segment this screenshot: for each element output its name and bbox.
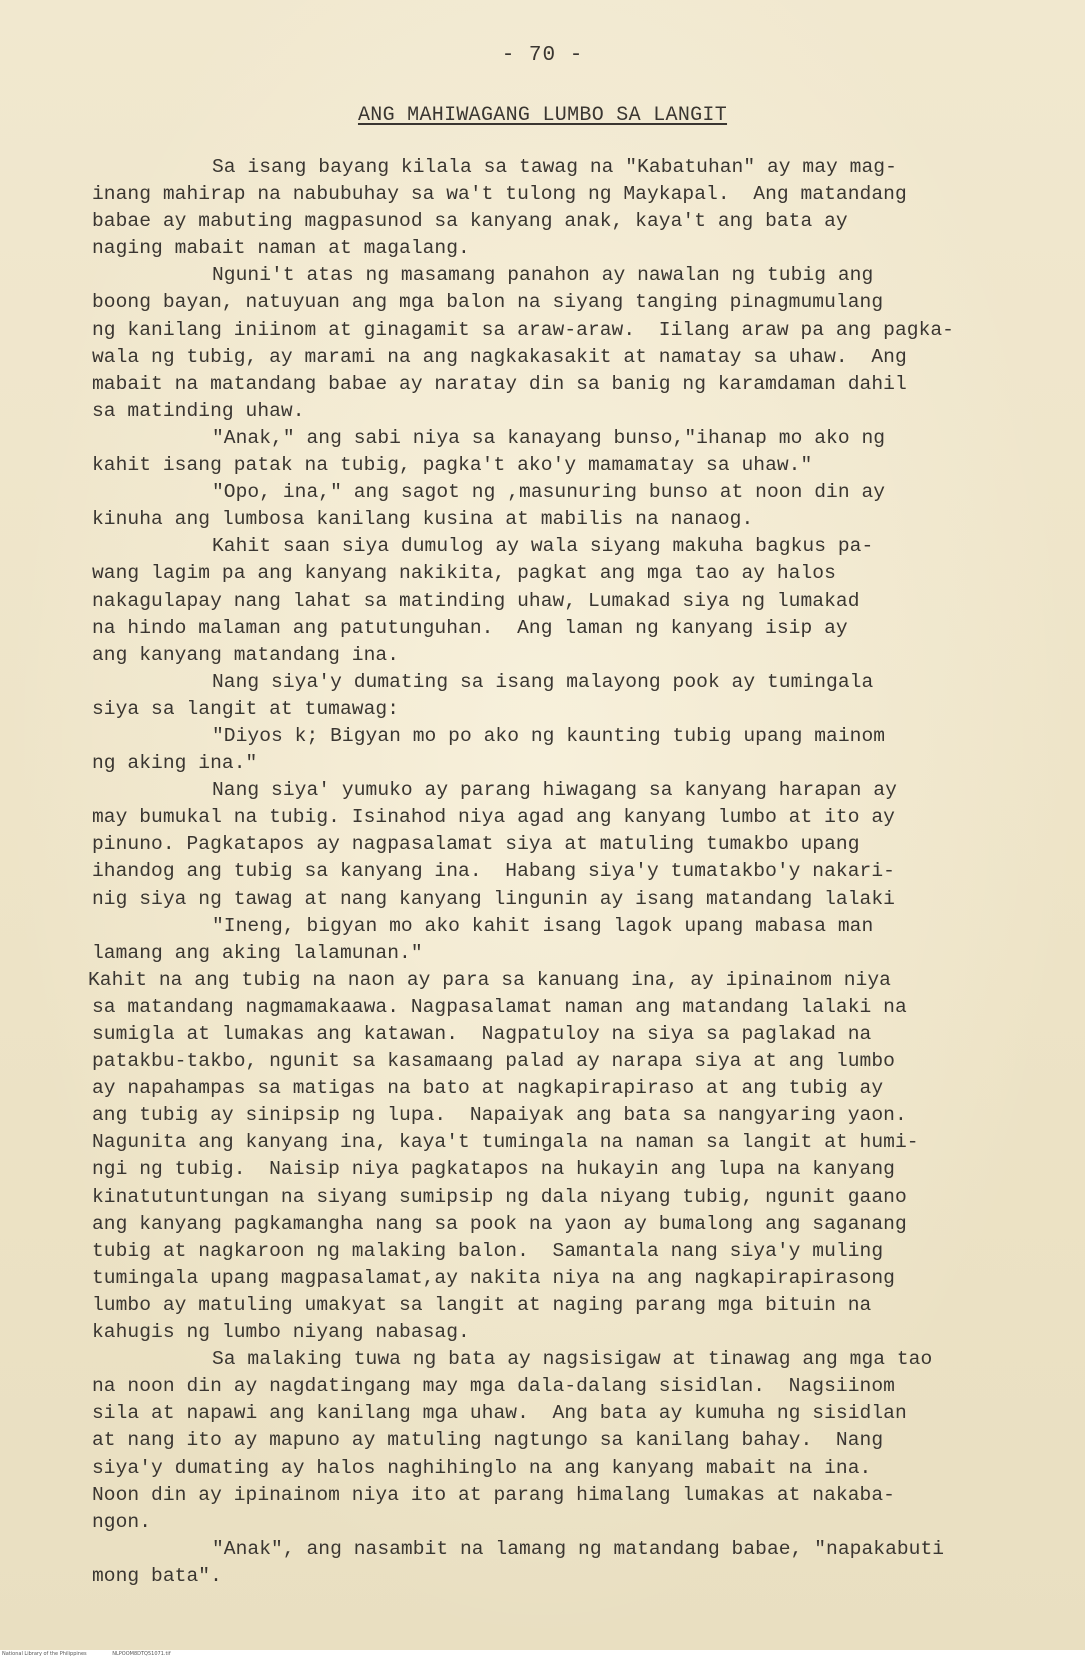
text-line: sa matandang nagmamakaawa. Nagpasalamat naman ang matandang lalaki na <box>92 995 907 1018</box>
text-line: sumigla at lumakas ang katawan. Nagpatuloy na siya sa paglakad na <box>92 1023 872 1045</box>
text-line: "Opo, ina," ang sagot ng ,masunuring bunso at noon din ay <box>212 481 886 504</box>
text-line: wang lagim pa ang kanyang nakikita, pagkat ang mga tao ay halos <box>92 562 836 585</box>
text-line: Sa malaking tuwa ng bata ay nagsisigaw at tinawag ang mga tao <box>212 1348 933 1371</box>
text-line: nakagulapay nang lahat sa matinding uhaw, Lumakad siya ng lumakad <box>92 589 860 612</box>
scan-footer <box>0 1650 1085 1658</box>
text-line: kahit isang patak na tubig, pagka't ako'y mamamatay sa uhaw." <box>92 454 813 477</box>
story-title: ANG MAHIWAGANG LUMBO SA LANGIT <box>357 104 728 127</box>
text-line: at nang ito ay mapuno ay matuling nagtungo sa kanilang bahay. Nang <box>92 1429 884 1452</box>
text-line: naging mabait naman at magalang. <box>92 237 470 260</box>
text-line: kinuha ang lumbosa kanilang kusina at mabilis na nanaog. <box>92 508 754 531</box>
text-line: sila at napawi ang kanilang mga uhaw. Ang bata ay kumuha ng sisidlan <box>92 1402 907 1425</box>
text-line: Nguni't atas ng masamang panahon ay nawalan ng tubig ang <box>212 264 874 287</box>
text-line: mong bata". <box>92 1564 222 1587</box>
text-line: lamang ang aking lalamunan." <box>92 941 423 964</box>
text-line: kahugis ng lumbo niyang nabasag. <box>92 1321 470 1344</box>
text-line: ng aking ina." <box>92 752 258 775</box>
text-line: sa matinding uhaw. <box>92 399 305 422</box>
page-number: - 70 - <box>501 44 584 67</box>
text-line: mabait na matandang babae ay naratay din sa banig ng karamdaman dahil <box>92 372 907 395</box>
text-line: patakbu-takbo, ngunit sa kasamaang palad ay narapa siya at ang lumbo <box>92 1050 895 1073</box>
text-line: "Diyos k; Bigyan mo po ako ng kaunting tubig upang mainom <box>212 724 886 747</box>
text-line: kinatutuntungan na siyang sumipsip ng dala niyang tubig, ngunit gaano <box>92 1185 907 1208</box>
text-line: Nagunita ang kanyang ina, kaya't tumingala na naman sa langit at humi- <box>92 1131 919 1154</box>
text-line: lumbo ay matuling umakyat sa langit at naging parang mga bituin na <box>92 1293 872 1316</box>
text-line: na hindo malaman ang patutunguhan. Ang laman ng kanyang isip ay <box>92 616 848 639</box>
text-line: tumingala upang magpasalamat,ay nakita niya na ang nagkapirapirasong <box>92 1266 895 1289</box>
text-line: ay napahampas sa matigas na bato at nagkapirapiraso at ang tubig ay <box>92 1077 884 1100</box>
text-line: wala ng tubig, ay marami na ang nagkakasakit at namatay sa uhaw. Ang <box>92 345 907 368</box>
text-line: may bumukal na tubig. Isinahod niya agad ang kanyang lumbo at ito ay <box>92 806 895 829</box>
text-line: Kahit saan siya dumulog ay wala siyang makuha bagkus pa- <box>212 535 874 558</box>
text-line: pinuno. Pagkatapos ay nagpasalamat siya at matuling tumakbo upang <box>92 833 860 856</box>
text-line: siya'y dumating ay halos naghihinglo na ang kanyang mabait na ina. <box>92 1456 872 1479</box>
text-line: ngon. <box>92 1510 152 1533</box>
footer-file: NLPOOM8DTQ51071.tif <box>112 1651 171 1657</box>
text-line: ngi ng tubig. Naisip niya pagkatapos na hukayin ang lupa na kanyang <box>92 1158 895 1181</box>
text-line: "Anak," ang sabi niya sa kanayang bunso,"ihanap mo ako ng <box>212 426 886 449</box>
text-line: Noon din ay ipinainom niya ito at parang himalang lumakas at nakaba- <box>92 1483 895 1506</box>
text-line: ng kanilang iniinom at ginagamit sa araw-araw. Iilang araw pa ang pagka- <box>92 318 954 341</box>
text-line: babae ay mabuting magpasunod sa kanyang anak, kaya't ang bata ay <box>92 210 848 233</box>
text-line: ihandog ang tubig sa kanyang ina. Habang siya'y tumatakbo'y nakari- <box>92 860 895 883</box>
text-line: inang mahirap na nabubuhay sa wa't tulong ng Maykapal. Ang matandang <box>92 183 907 206</box>
text-line: Nang siya' yumuko ay parang hiwagang sa kanyang harapan ay <box>212 779 897 802</box>
text-line: na noon din ay nagdatingang may mga dala-dalang sisidlan. Nagsiinom <box>92 1375 895 1398</box>
text-line: "Anak", ang nasambit na lamang ng matandang babae, "napakabuti <box>212 1537 945 1560</box>
text-line: "Ineng, bigyan mo ako kahit isang lagok upang mabasa man <box>212 914 874 937</box>
text-line: boong bayan, natuyuan ang mga balon na siyang tanging pinagmumulang <box>92 291 884 314</box>
text-line: ang tubig ay sinipsip ng lupa. Napaiyak ang bata sa nangyaring yaon. <box>92 1104 907 1127</box>
text-line: ang kanyang matandang ina. <box>92 643 400 666</box>
text-line: siya sa langit at tumawag: <box>92 697 400 720</box>
footer-source: National Library of the Philippines <box>2 1651 87 1657</box>
text-line: Sa isang bayang kilala sa tawag na "Kabatuhan" ay may mag- <box>212 156 897 178</box>
story-body <box>88 154 1082 1590</box>
text-line: Kahit na ang tubig na naon ay para sa kanuang ina, ay ipinainom niya <box>88 968 891 991</box>
text-line: tubig at nagkaroon ng malaking balon. Samantala nang siya'y muling <box>92 1239 884 1262</box>
text-line: nig siya ng tawag at nang kanyang lingunin ay isang matandang lalaki <box>92 887 895 910</box>
text-line: ang kanyang pagkamangha nang sa pook na yaon ay bumalong ang saganang <box>92 1212 907 1235</box>
text-line: Nang siya'y dumating sa isang malayong pook ay tumingala <box>212 670 874 693</box>
